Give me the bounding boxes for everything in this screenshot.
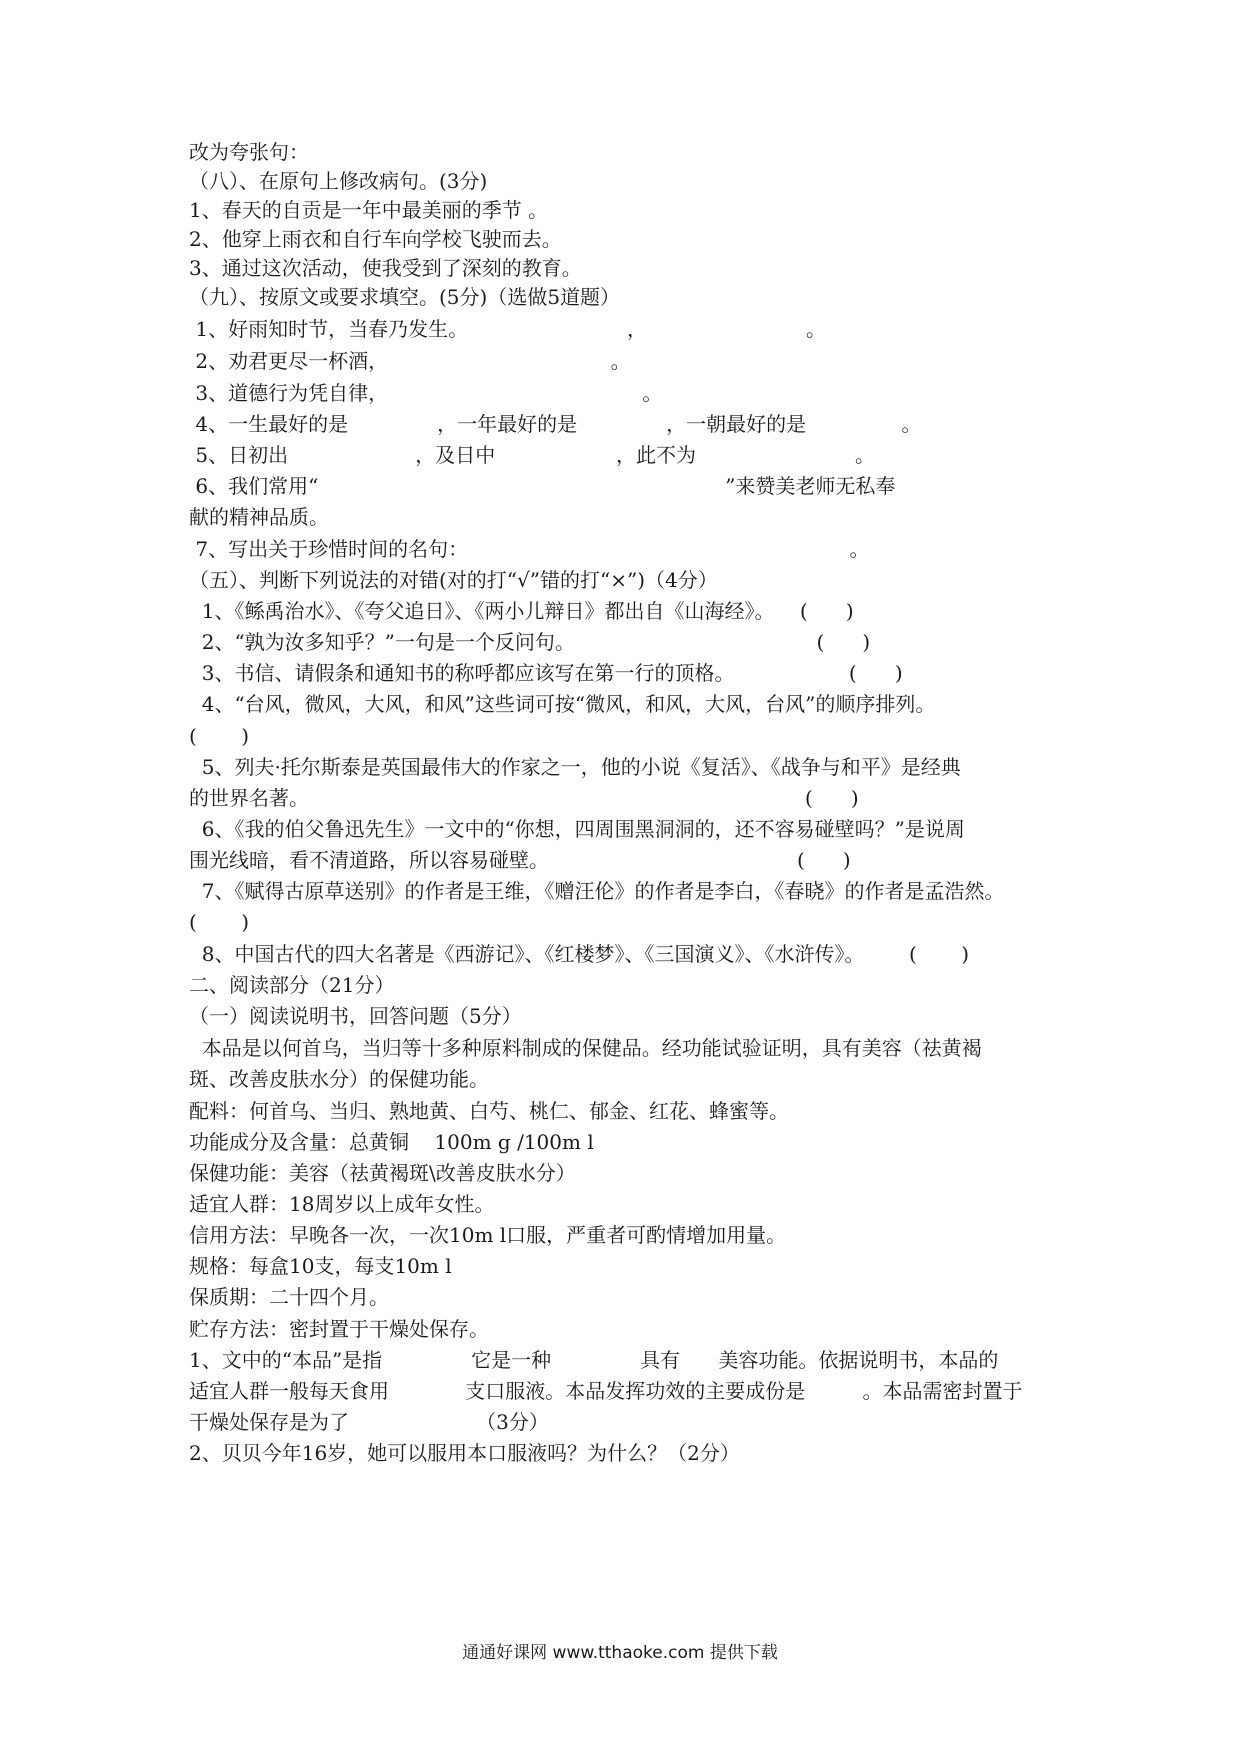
text-line: 规格：每盒10支，每支10m l — [189, 1254, 452, 1278]
text-line: （九）、按原文或要求填空。(5分)（选做5道题） — [189, 285, 621, 309]
text-line: 5、日初出 ，及日中 ，此不为 。 — [189, 443, 875, 467]
text-line: 3、通过这次活动，使我受到了深刻的教育。 — [189, 256, 582, 280]
text-line: 2、他穿上雨衣和自行车向学校飞驶而去。 — [189, 227, 562, 251]
text-line: 适宜人群一般每天食用 支口服液。本品发挥功效的主要成份是 。本品需密封置于 — [189, 1379, 1023, 1403]
text-line: 围光线暗，看不清道路，所以容易碰壁。 ( ) — [189, 848, 851, 872]
text-line: 8、中国古代的四大名著是《西游记》、《红楼梦》、《三国演义》、《水浒传》。 ( ) — [189, 942, 970, 966]
text-line: 4、“台风，微风，大风，和风”这些词可按“微风，和风，大风，台风”的顺序排列。 — [189, 692, 936, 716]
text-line: 信用方法：早晚各一次，一次10m l口服，严重者可酌情增加用量。 — [189, 1223, 787, 1247]
text-line: 3、道德行为凭自律， 。 — [189, 381, 663, 405]
text-line: 保质期：二十四个月。 — [189, 1285, 389, 1309]
text-line: 1、春天的自贡是一年中最美丽的季节 。 — [189, 198, 549, 222]
text-line: ( ) — [189, 910, 250, 934]
text-line: 1、《鲧禹治水》、《夸父追日》、《两小儿辩日》都出自《山海经》。 ( ) — [189, 599, 854, 623]
text-line: 5、列夫·托尔斯泰是英国最伟大的作家之一，他的小说《复活》、《战争与和平》是经典 — [189, 755, 961, 779]
text-line: 2、贝贝今年16岁，她可以服用本口服液吗？为什么？（2分） — [189, 1441, 740, 1465]
text-line: 1、文中的“本品”是指 它是一种 具有 美容功能。依据说明书，本品的 — [189, 1348, 999, 1372]
text-line: 功能成分及含量：总黄铜 100m g /100m l — [189, 1130, 594, 1154]
section-heading: （五）、判断下列说法的对错(对的打“√”错的打“×”)（4分） — [189, 568, 718, 592]
text-line: 4、一生最好的是 ，一年最好的是 ，一朝最好的是 。 — [189, 412, 922, 436]
text-line: 6、《我的伯父鲁迅先生》一文中的“你想，四周围黑洞洞的，还不容易碰壁吗？”是说周 — [189, 817, 965, 841]
text-line: 改为夸张句： — [189, 140, 309, 164]
text-line: 1、好雨知时节，当春乃发生。 ， 。 — [189, 317, 826, 341]
text-line: 斑、改善皮肤水分）的保健功能。 — [189, 1067, 489, 1091]
text-line: 本品是以何首乌，当归等十多种原料制成的保健品。经功能试验证明，具有美容（祛黄褐 — [189, 1036, 982, 1060]
text-line: 2、劝君更尽一杯酒， 。 — [189, 349, 631, 373]
page-footer: 通通好课网 www.tthaoke.com 提供下载 — [462, 1643, 778, 1663]
text-line: 贮存方法：密封置于干燥处保存。 — [189, 1317, 489, 1341]
text-line: 干燥处保存是为了 （3分） — [189, 1410, 549, 1434]
section-heading: （一）阅读说明书，回答问题（5分） — [189, 1004, 522, 1028]
text-line: 6、我们常用“ ”来赞美老师无私奉 — [189, 474, 896, 498]
text-line: 7、写出关于珍惜时间的名句： 。 — [189, 537, 870, 561]
text-line: 的世界名著。 ( ) — [189, 786, 859, 810]
text-line: 3、书信、请假条和通知书的称呼都应该写在第一行的顶格。 ( ) — [189, 661, 903, 685]
text-line: 保健功能：美容（祛黄褐斑\改善皮肤水分） — [189, 1161, 576, 1185]
text-line: 配料：何首乌、当归、熟地黄、白芍、桃仁、郁金、红花、蜂蜜等。 — [189, 1099, 789, 1123]
section-heading: 二、阅读部分（21分） — [189, 973, 395, 997]
text-line: 2、“孰为汝多知乎？”一句是一个反问句。 ( ) — [189, 630, 871, 654]
text-line: 献的精神品质。 — [189, 505, 329, 529]
text-line: 适宜人群：18周岁以上成年女性。 — [189, 1192, 495, 1216]
text-line: 7、《赋得古原草送别》的作者是王维，《赠汪伦》的作者是李白，《春晓》的作者是孟浩然。 — [189, 879, 1005, 903]
text-line: （八）、在原句上修改病句。(3分) — [189, 169, 488, 193]
text-line: ( ) — [189, 724, 250, 748]
